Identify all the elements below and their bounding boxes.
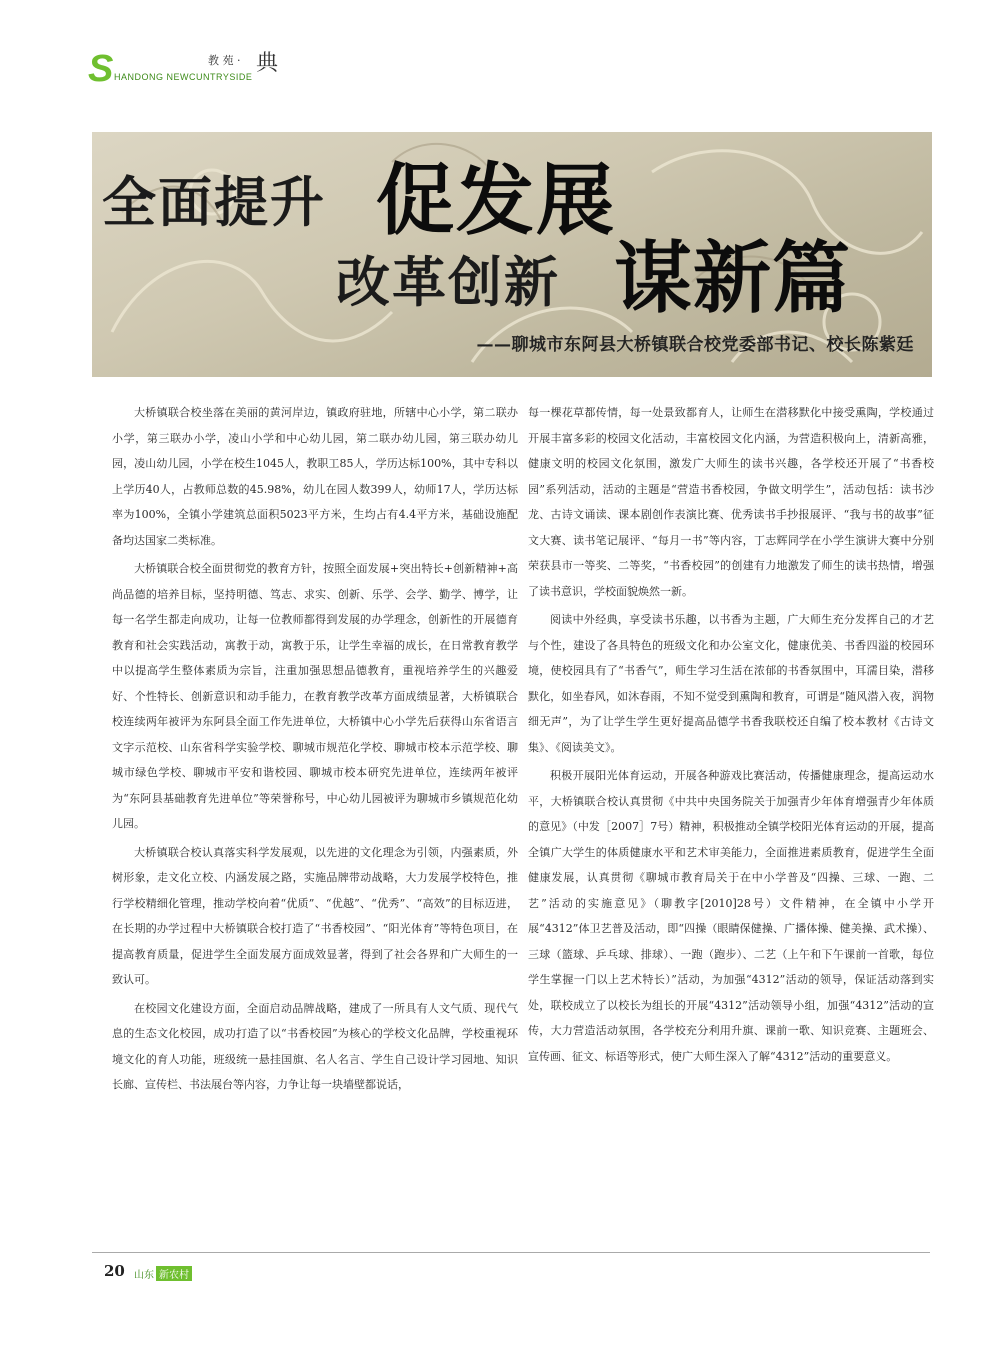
headline-line2-big: 谋新篇 [614, 234, 852, 324]
section-label: 教 苑 · [208, 54, 241, 67]
paragraph: 阅读中外经典，享受读书乐趣，以书香为主题，广大师生充分发挥自己的才艺与个性，建设了各具特色的班级文化和办公室文化，健康优美、书香四溢的校园环境，使校园具有了“书香气”，师生学习生活在浓郁的书香氛围中，耳濡目染，潜移默化，如坐春风，如沐春雨，不知不觉受到熏陶和教育，可谓是“随风潜入夜，润物细无声”，为了让学生学生更好提高品德学书香我联校还自编了校本教材《古诗文集》、《阅读美文》。 [528, 613, 934, 754]
paragraph: 在校园文化建设方面，全面启动品牌战略，建成了一所具有人文气质、现代气息的生态文化校园，成功打造了以“书香校园”为核心的学校文化品牌，学校重视环境文化的育人功能，班级统一悬挂国旗、名人名言、学生自己设计学习园地、知识长廊、宣传栏、书法展台等内容，力争让每一块墙壁都说话， [112, 1001, 518, 1091]
paragraph: 大桥镇联合校认真落实科学发展观，以先进的文化理念为引领，内强素质，外树形象，走文化立校、内涵发展之路，实施品牌带动战略，大力发展学校特色，推行学校精细化管理，推动学校向着“优质”、“优越”、“优秀”、“高效”的目标迈进，在长期的办学过程中大桥镇联合校打造了“书香校园”、“阳光体育”等特色项目，在提高教育质量，促进学生全面发展方面成效显著，得到了社会各界和广大师生的一致认可。 [112, 845, 518, 986]
headline-line1-small: 全面提升 [102, 171, 326, 234]
magazine-prefix: 山东 [134, 1270, 154, 1281]
section-label-big: 典 [256, 51, 279, 76]
footer-divider [92, 1252, 930, 1253]
logo-letter: S [88, 48, 114, 90]
paragraph: 大桥镇联合校坐落在美丽的黄河岸边，镇政府驻地，所辖中心小学，第二联办小学，第三联办小学，凌山小学和中心幼儿园，第二联办幼儿园，第三联办幼儿园，凌山幼儿园，小学在校生1045人，教职工85人，学历达标100%，其中专科以上学历40人，占教师总数的45.98%，幼儿在园人数399人，幼师17人，学历达标率为100%，全镇小学建筑总面积5023平方米，生均占有4.4平方米，基础设施配备均达国家二类标准。 [112, 406, 518, 547]
article-left-column [112, 400, 518, 1101]
masthead-logo [88, 50, 288, 90]
title-banner [92, 132, 932, 377]
logo-text: HANDONG NEWCUNTRYSIDE [114, 72, 253, 82]
headline-line2-small: 改革创新 [336, 251, 560, 314]
headline-line1-big: 促发展 [376, 156, 617, 246]
paragraph: 积极开展阳光体育运动，开展各种游戏比赛活动，传播健康理念，提高运动水平，大桥镇联合校认真贯彻《中共中央国务院关于加强青少年体育增强青少年体质的意见》（中发［2007］7号）精神，积极推动全镇学校阳光体育运动的开展，提高全镇广大学生的体质健康水平和艺术审美能力，全面推进素质教育，促进学生全面健康发展，认真贯彻《聊城市教育局关于在中小学普及“四操、三球、一跑、二艺”活动的实施意见》（聊教字[2010]28号）文件精神，在全镇中小学开展“4312”体卫艺普及活动，即“四操（眼睛保健操、广播体操、健美操、武术操）、三球（篮球、乒乓球、排球）、一跑（跑步）、二艺（上午和下午课前一首歌，每位学生掌握一门以上艺术特长）”活动，为加强“4312”活动的领导，保证活动落到实处，联校成立了以校长为组长的开展“4312”活动领导小组，加强“4312”活动的宣传，大力营造活动氛围，各学校充分利用升旗、课前一歌、知识竞赛、主题班会、宣传画、征文、标语等形式，使广大师生深入了解“4312”活动的重要意义。 [528, 769, 934, 1063]
article-right-column [528, 400, 934, 1072]
magazine-badge: 新农村 [156, 1266, 192, 1281]
paragraph: 大桥镇联合校全面贯彻党的教育方针，按照全面发展+突出特长+创新精神+高尚品德的培养目标，坚持明德、笃志、求实、创新、乐学、会学、勤学、博学，让每一名学生都走向成功，让每一位教师都得到发展的办学理念，创新性的开展德育教育和社会实践活动，寓教于动，寓教于乐，让学生幸福的成长，在日常教育教学中以提高学生整体素质为宗旨，注重加强思想品德教育，重视培养学生的兴趣爱好、个性特长、创新意识和动手能力，在教育教学改革方面成绩显著，大桥镇联合校连续两年被评为东阿县全面工作先进单位，大桥镇中心小学先后获得山东省语言文字示范校、山东省科学实验学校、聊城市规范化学校、聊城市校本示范学校、聊城市绿色学校、聊城市平安和谐校园、聊城市校本研究先进单位，连续两年被评为“东阿县基础教育先进单位”等荣誉称号，中心幼儿园被评为聊城市乡镇规范化幼儿园。 [112, 562, 518, 830]
page-number: 20 [104, 1262, 125, 1280]
headline-subtitle: ——聊城市东阿县大桥镇联合校党委部书记、校长陈紫廷 [476, 335, 914, 355]
paragraph: 每一棵花草都传情，每一处景致都育人，让师生在潜移默化中接受熏陶，学校通过开展丰富多彩的校园文化活动，丰富校园文化内涵，为营造积极向上，清新高雅，健康文明的校园文化氛围，激发广大师生的读书兴趣，各学校还开展了“书香校园”系列活动，活动的主题是“营造书香校园，争做文明学生”，活动包括：读书沙龙、古诗文诵读、课本剧创作表演比赛、优秀读书手抄报展评、“我与书的故事”征文大赛、读书笔记展评、“每月一书”等内容，丁志辉同学在小学生演讲大赛中分别荣获县市一等奖、二等奖，“书香校园”的创建有力地激发了师生的读书热情，增强了读书意识，学校面貌焕然一新。 [528, 406, 934, 598]
footer-magazine-name [134, 1266, 192, 1281]
